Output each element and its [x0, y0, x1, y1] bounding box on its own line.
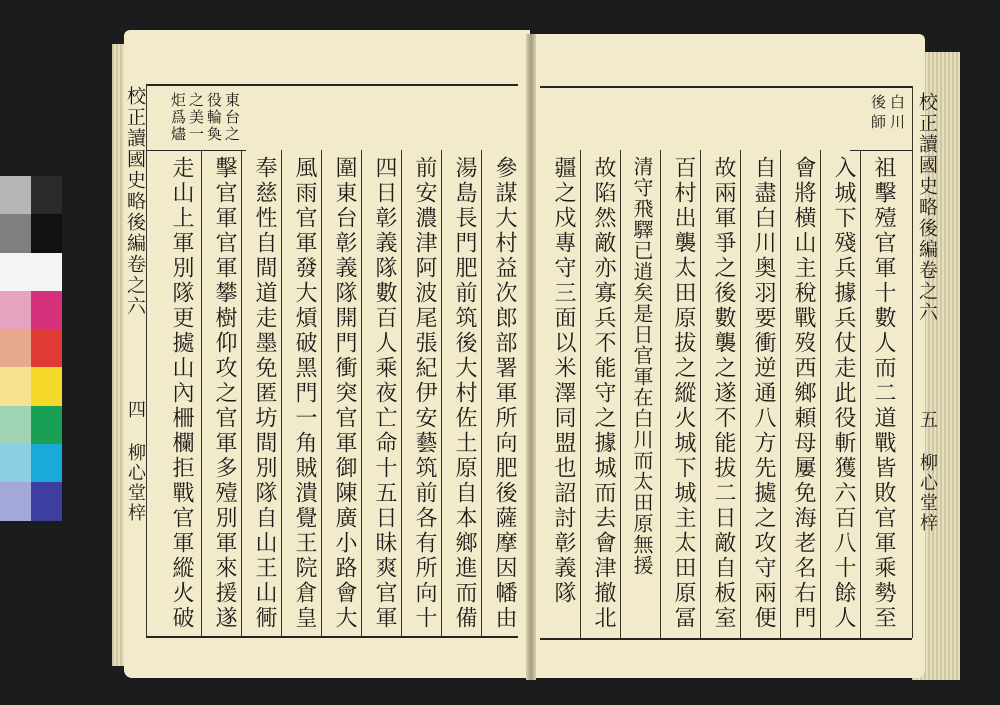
color-patch	[0, 214, 31, 252]
column-rule	[481, 150, 482, 636]
right-frame-bottom	[540, 638, 912, 640]
right-note-line: 川	[888, 114, 906, 131]
column-rule	[201, 150, 202, 636]
color-patch	[0, 367, 31, 405]
color-patch	[31, 367, 62, 405]
column-rule	[620, 150, 621, 638]
column-rule	[281, 150, 282, 636]
color-patch	[31, 482, 62, 520]
left-text-column: 參謀大村益次郎部署軍所向肥後薩摩因幡由	[492, 156, 517, 631]
right-text-column: 故陷然敵亦寡兵不能守之據城而去會津撤北	[591, 156, 616, 631]
right-note-line: 白	[888, 94, 906, 111]
color-patch	[0, 482, 31, 520]
right-text-column: 清守飛驛已逍矣是日官軍在白川而太田原無援	[630, 156, 654, 576]
right-margin-footer: 五 柳心堂梓	[917, 410, 938, 533]
right-text-column: 百村出襲太田原拔之縱火城下城主太田原冨	[671, 156, 696, 631]
right-note-line: 師	[869, 114, 887, 131]
column-rule	[441, 150, 442, 636]
right-text-column: 祖擊殪官軍十數人而二道戰皆敗官軍乘勢至	[871, 156, 896, 631]
right-frame-top	[540, 86, 912, 88]
color-patch	[31, 444, 62, 482]
color-patch	[31, 291, 62, 329]
column-rule	[580, 150, 581, 638]
right-text-column: 入城下殘兵據兵仗走此役斬獲六百八十餘人	[831, 156, 856, 631]
color-patch	[0, 176, 31, 214]
left-margin-footer: 四 柳心堂梓	[125, 400, 146, 523]
right-margin-title: 校正讀國史略後編卷之六	[916, 92, 938, 323]
column-rule	[740, 150, 741, 638]
left-text-column: 湯島長門肥前筑後大村佐土原自本鄉進而備	[452, 156, 477, 631]
color-patch	[0, 406, 31, 444]
left-note-rule	[146, 150, 246, 151]
left-text-column: 前安濃津阿波尾張紀伊安藝筑前各有所向十	[412, 156, 437, 631]
left-text-column: 擊官軍官軍攀樹仰攻之官軍多殪別軍來援遂	[212, 156, 237, 631]
column-rule	[401, 150, 402, 636]
left-text-column: 四日彰義隊數百人乘夜亡命十五日昧爽官軍	[372, 156, 397, 631]
left-frame-top	[146, 84, 518, 86]
column-rule	[700, 150, 701, 638]
left-note-line: 炬爲燼	[169, 92, 187, 143]
color-patch	[31, 214, 62, 252]
column-rule	[780, 150, 781, 638]
color-patch	[0, 444, 31, 482]
color-calibration-target	[0, 176, 62, 521]
left-note-line: 之美一	[187, 92, 205, 143]
left-text-column: 圍東台彰義隊開門衝突官軍御陳廣小路會大	[332, 156, 357, 631]
column-rule	[321, 150, 322, 636]
left-text-column: 奉慈性自間道走墨免匿坊間別隊自山王山衕	[252, 156, 277, 631]
color-patch	[31, 406, 62, 444]
color-patch	[31, 176, 62, 214]
color-patch	[0, 329, 31, 367]
left-text-column: 走山上軍別隊更㨿山內柵欄拒戰官軍縱火破	[169, 156, 194, 631]
column-rule	[660, 150, 661, 638]
left-frame-bottom	[146, 636, 518, 638]
color-patch	[31, 329, 62, 367]
left-text-column: 風雨官軍發大熕破黑門一角賊潰覺王院倉皇	[292, 156, 317, 631]
left-margin-title: 校正讀國史略後編卷之六	[124, 86, 146, 317]
right-frame-outer	[912, 86, 913, 638]
book-gutter	[526, 34, 536, 680]
column-rule	[860, 150, 861, 638]
left-note-line: 役輪奐	[205, 92, 223, 143]
column-rule	[241, 150, 242, 636]
color-patch	[0, 291, 31, 329]
right-text-column: 會將横山主稅戰歿西鄉頼母屢免海老名右門	[791, 156, 816, 631]
right-text-column: 自盡白川奥羽要衝逆通八方先㨿之攻守兩便	[751, 156, 776, 631]
color-patch	[31, 253, 62, 291]
right-note-line: 後	[869, 94, 887, 111]
column-rule	[361, 150, 362, 636]
color-patch	[0, 253, 31, 291]
right-text-column: 故兩軍爭之後數襲之遂不能拔二日敵自板室	[711, 156, 736, 631]
column-rule	[820, 150, 821, 638]
left-note-line: 東台之	[223, 92, 241, 143]
right-text-column: 疆之戍專守三面以米澤同盟也詔討彰義隊	[551, 156, 576, 606]
